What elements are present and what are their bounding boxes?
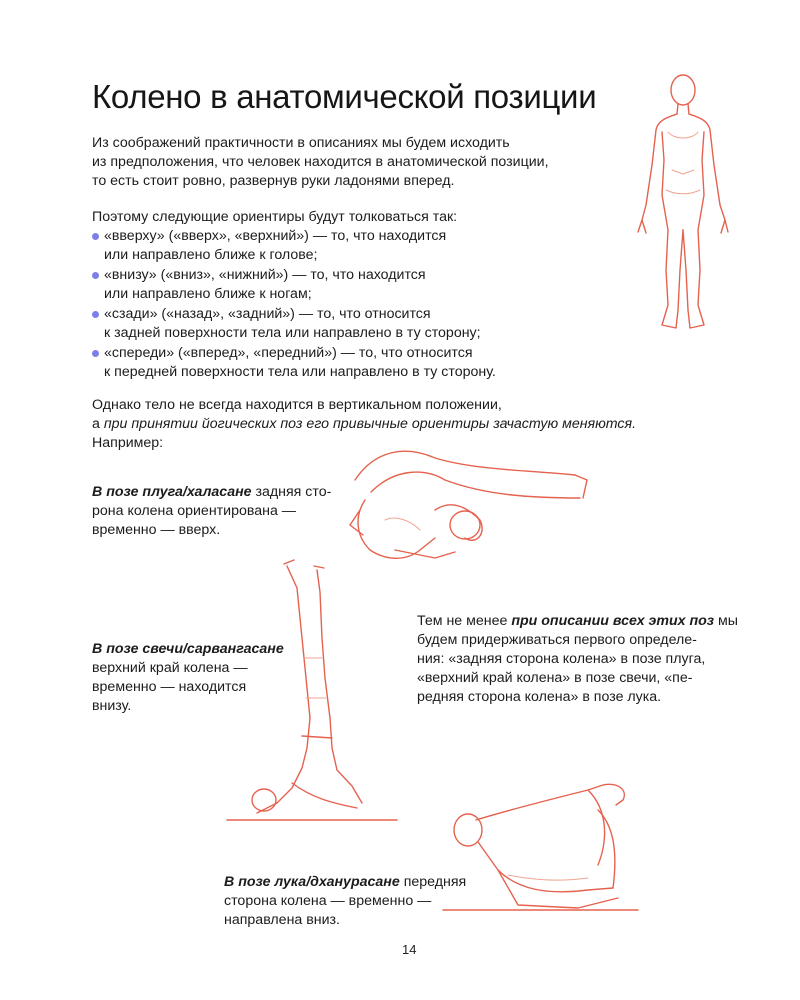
list-item: «спереди» («вперед», «передний») — то, что относится к передней поверхности тела или направлено в ту сторону.: [92, 344, 496, 382]
intro-paragraph: [92, 134, 549, 191]
bow-pose-name: В позе лука/дханурасане: [224, 874, 400, 890]
candle-pose-name: В позе свечи/сарвангасане: [92, 641, 284, 657]
plow-caption: В позе плуга/халасане задняя сто- рона колена ориентирована — временно — вверх.: [92, 484, 332, 538]
intro-line: Из соображений практичности в описаниях мы будем исходить: [92, 135, 510, 151]
list-intro: Поэтому следующие ориентиры будут толковаться так:: [92, 209, 458, 225]
plow-pose-name: В позе плуга/халасане: [92, 484, 252, 500]
bow-pose-illustration: [438, 770, 658, 930]
orientation-list: [92, 227, 496, 382]
list-item: «внизу» («вниз», «нижний») — то, что находится или направлено ближе к ногам;: [92, 266, 496, 304]
intro-line: из предположения, что человек находится в анатомической позиции,: [92, 154, 549, 170]
standing-figure-illustration: [628, 70, 738, 340]
bullet-dot-icon: [92, 311, 99, 318]
list-item: «вверху» («вверх», «верхний») — то, что находится или направлено ближе к голове;: [92, 227, 496, 265]
bullet-dot-icon: [92, 350, 99, 357]
intro-line: то есть стоит ровно, развернув руки ладонями вперед.: [92, 173, 455, 189]
candle-pose-illustration: [222, 558, 402, 828]
page-number: 14: [402, 942, 417, 957]
bullet-dot-icon: [92, 233, 99, 240]
however-paragraph: Однако тело не всегда находится в вертикальном положении, а при принятии йогических поз его привычные ориентиры зачастую меняются. Например:: [92, 397, 637, 451]
bow-caption: В позе лука/дханурасане передняя сторона колена — временно — направлена вниз.: [224, 874, 467, 928]
bullet-dot-icon: [92, 272, 99, 279]
nevertheless-paragraph: Тем не менее при описании всех этих поз мы будем придерживаться первого определе- ния: «задняя сторона колена» в позе плуга, «верхний край колена» в позе свечи, «пе- редняя сторона колена» в позе лука.: [417, 613, 738, 705]
list-item: «сзади» («назад», «задний») — то, что относится к задней поверхности тела или направлено в ту сторону;: [92, 305, 496, 343]
orientation-list-block: [92, 208, 496, 383]
candle-caption: В позе свечи/сарвангасане верхний край колена — временно — находится внизу.: [92, 641, 284, 714]
page-title: Колено в анатомической позиции: [92, 78, 597, 115]
